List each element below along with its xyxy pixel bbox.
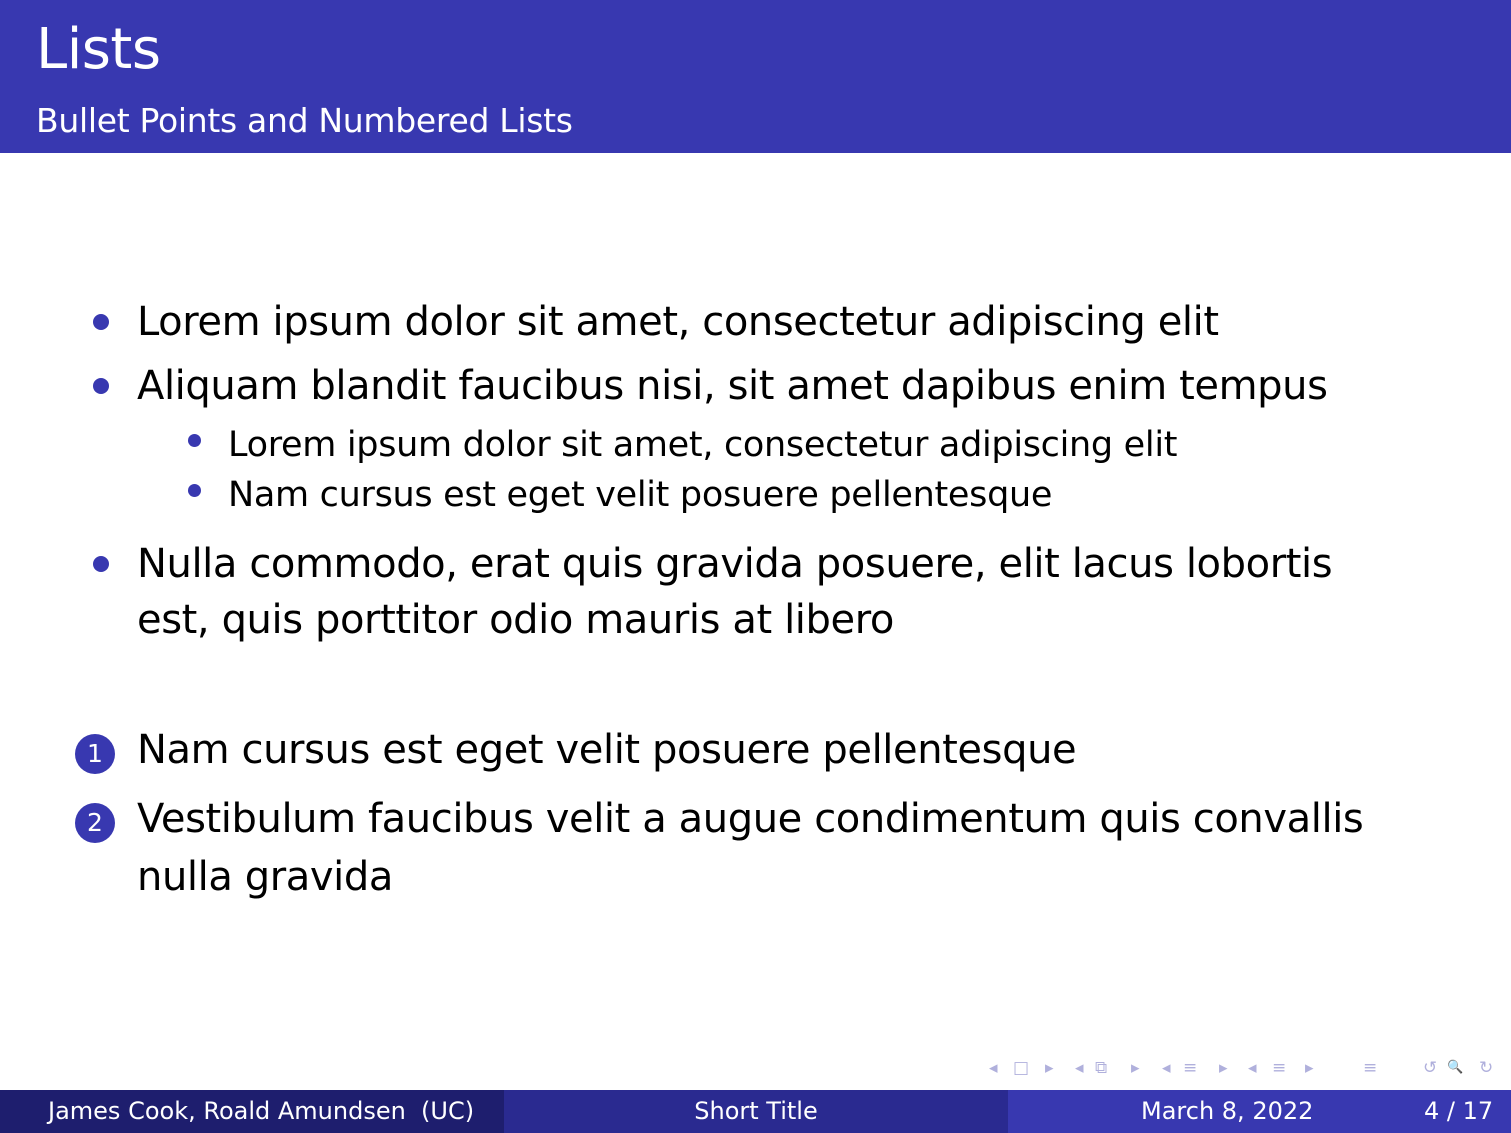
number-badge: 2 xyxy=(75,803,115,843)
bullet-icon xyxy=(93,556,109,572)
slide-header xyxy=(0,0,1511,153)
align-icon[interactable]: ≡ xyxy=(1363,1058,1378,1078)
arrow-right-icon[interactable]: ▸ xyxy=(1131,1058,1140,1078)
footer-short-title xyxy=(504,1090,1008,1133)
list-item: Lorem ipsum dolor sit amet, consectetur adipiscing elit xyxy=(137,299,1219,345)
list-item-continuation: est, quis porttitor odio mauris at libero xyxy=(137,597,894,643)
sub-list-item: Nam cursus est eget velit posuere pellentesque xyxy=(228,475,1053,515)
arrow-right-icon[interactable]: ▸ xyxy=(1045,1058,1054,1078)
arrow-left-icon[interactable]: ◂ xyxy=(989,1058,998,1078)
sub-list-item: Lorem ipsum dolor sit amet, consectetur adipiscing elit xyxy=(228,425,1178,465)
numbered-item: Vestibulum faucibus velit a augue condimentum quis convallis xyxy=(137,796,1364,842)
numbered-item: Nam cursus est eget velit posuere pellentesque xyxy=(137,727,1077,773)
numbered-item-continuation: nulla gravida xyxy=(137,854,393,900)
search-icon[interactable]: 🔍 xyxy=(1447,1060,1464,1075)
subsection-icon[interactable]: ⧉ xyxy=(1095,1058,1108,1078)
footer-authors-text: James Cook, Roald Amundsen (UC) xyxy=(48,1097,475,1125)
sub-bullet-icon xyxy=(188,484,201,497)
number-badge: 1 xyxy=(75,734,115,774)
arrow-right-icon[interactable]: ▸ xyxy=(1219,1058,1228,1078)
navigation-bar xyxy=(985,1058,1505,1078)
slide-subtitle: Bullet Points and Numbered Lists xyxy=(36,101,573,140)
list-item: Nulla commodo, erat quis gravida posuere, elit lacus lobortis xyxy=(137,541,1333,587)
footer-date: March 8, 2022 xyxy=(1141,1097,1314,1125)
bullet-icon xyxy=(93,314,109,330)
redo-icon[interactable]: ↻ xyxy=(1479,1058,1494,1078)
sub-bullet-icon xyxy=(188,434,201,447)
footer-page-number: 4 / 17 xyxy=(1424,1097,1494,1125)
arrow-left-icon[interactable]: ◂ xyxy=(1075,1058,1084,1078)
footer-authors xyxy=(0,1090,504,1133)
undo-icon[interactable]: ↺ xyxy=(1423,1058,1438,1078)
arrow-left-icon[interactable]: ◂ xyxy=(1248,1058,1257,1078)
footer-date-page xyxy=(1008,1090,1511,1133)
section-icon[interactable]: ≡ xyxy=(1272,1058,1287,1078)
slide-footer xyxy=(0,1090,1511,1133)
bullet-icon xyxy=(93,378,109,394)
arrow-left-icon[interactable]: ◂ xyxy=(1162,1058,1171,1078)
arrow-right-icon[interactable]: ▸ xyxy=(1305,1058,1314,1078)
section-icon[interactable]: ≡ xyxy=(1183,1058,1198,1078)
list-item: Aliquam blandit faucibus nisi, sit amet dapibus enim tempus xyxy=(137,363,1328,409)
footer-short-title-text: Short Title xyxy=(694,1097,818,1125)
frame-icon[interactable]: □ xyxy=(1013,1058,1030,1078)
slide-title: Lists xyxy=(36,17,161,82)
